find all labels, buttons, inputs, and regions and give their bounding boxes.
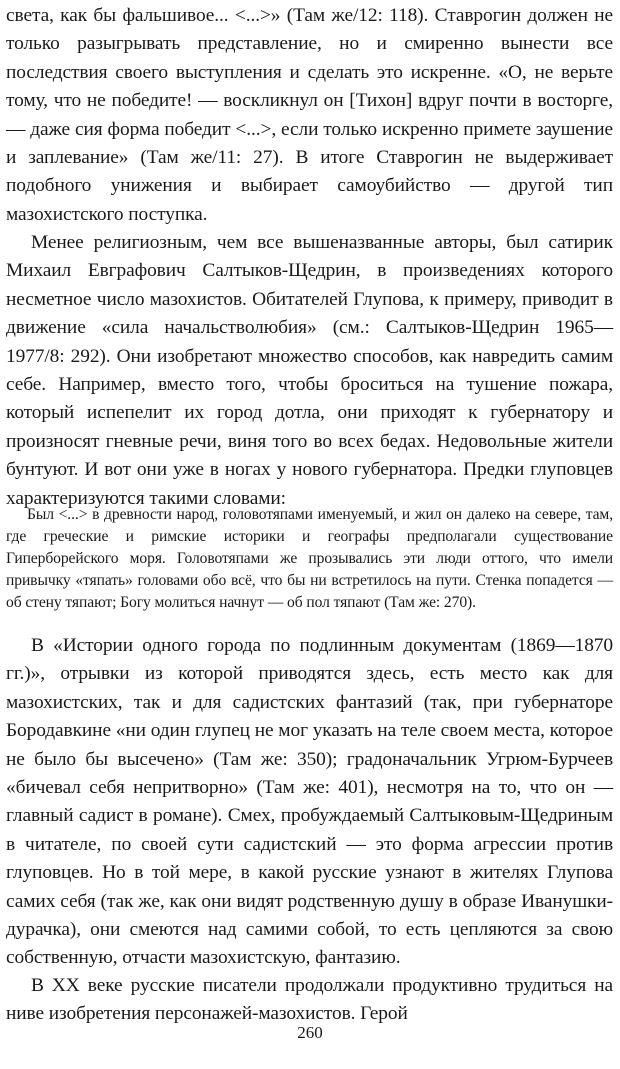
paragraph-twentieth-century: В XX веке русские писатели продолжали продуктивно трудиться на ниве изобретения персонажей-мазохистов. Герой: [6, 975, 613, 1025]
paragraph-saltykov: Менее религиозным, чем все вышеназванные авторы, был сатирик Михаил Евграфович Салтыков-Щедрин, в произведениях которого несметное число мазохистов. Обитателей Глупова, к примеру, приводит в движение «сила начальстволюбия» (см.: Салтыков-Щедрин 1965—1977/8: 292). Они изобретают множество способов, как навредить самим себе. Например, вместо того, чтобы броситься на тушение пожара, который испепелит их город дотла, они приходят к губернатору и произносят гневные речи, виня того во всех бедах. Недовольные жители бунтуют. И вот они уже в ногах у нового губернатора. Предки глуповцев характеризуются такими словами:: [6, 232, 613, 509]
page-number: 260: [297, 1023, 323, 1042]
block-quote: Был <...> в древности народ, головотяпами именуемый, и жил он далеко на севере, там, где греческие и римские историки и географы предполагали существование Гиперборейского моря. Головотяпами же прозывались эти люди оттого, что имели привычку «тяпать» головами обо всё, что бы ни встретилось на пути. Стенка попадется — об стену тяпают; Богу молиться начнут — об пол тяпают (Там же: 270).: [6, 506, 613, 611]
paragraph-history-of-town: В «Истории одного города по подлинным документам (1869—1870 гг.)», отрывки из которой приводятся здесь, есть место как для мазохистских, так и для садистских фантазий (так, при губернаторе Бородавкине «ни один глупец не мог указать на теле своем места, которое не было бы высечено» (Там же: 350); градоначальник Угрюм-Бурчеев «бичевал себя непритворно» (Там же: 401), несмотря на то, что он — главный садист в романе). Смех, пробуждаемый Салтыковым-Щедриным в читателе, по своей сути садистский — это форма агрессии против глуповцев. Но в той мере, в какой русские узнают в жителях Глупова самих себя (так же, как они видят родственную душу в образе Иванушки-дурачка), они смеются над самими собой, то есть цепляются за свою собственную, отчасти мазохистскую, фантазию.: [6, 635, 613, 969]
paragraph-continuation: света, как бы фальшивое... <...>» (Там же/12: 118). Ставрогин должен не только разыгрывать представление, но и смиренно вынести все последствия своего выступления и сделать это искренне. «О, не верьте тому, что не победите! — воскликнул он [Тихон] вдруг почти в восторге, — даже сия форма победит <...>, если только искренно примете заушение и заплевание» (Там же/11: 27). В итоге Ставрогин не выдерживает подобного унижения и выбирает самоубийство — другой тип мазохистского поступка.: [6, 5, 613, 225]
